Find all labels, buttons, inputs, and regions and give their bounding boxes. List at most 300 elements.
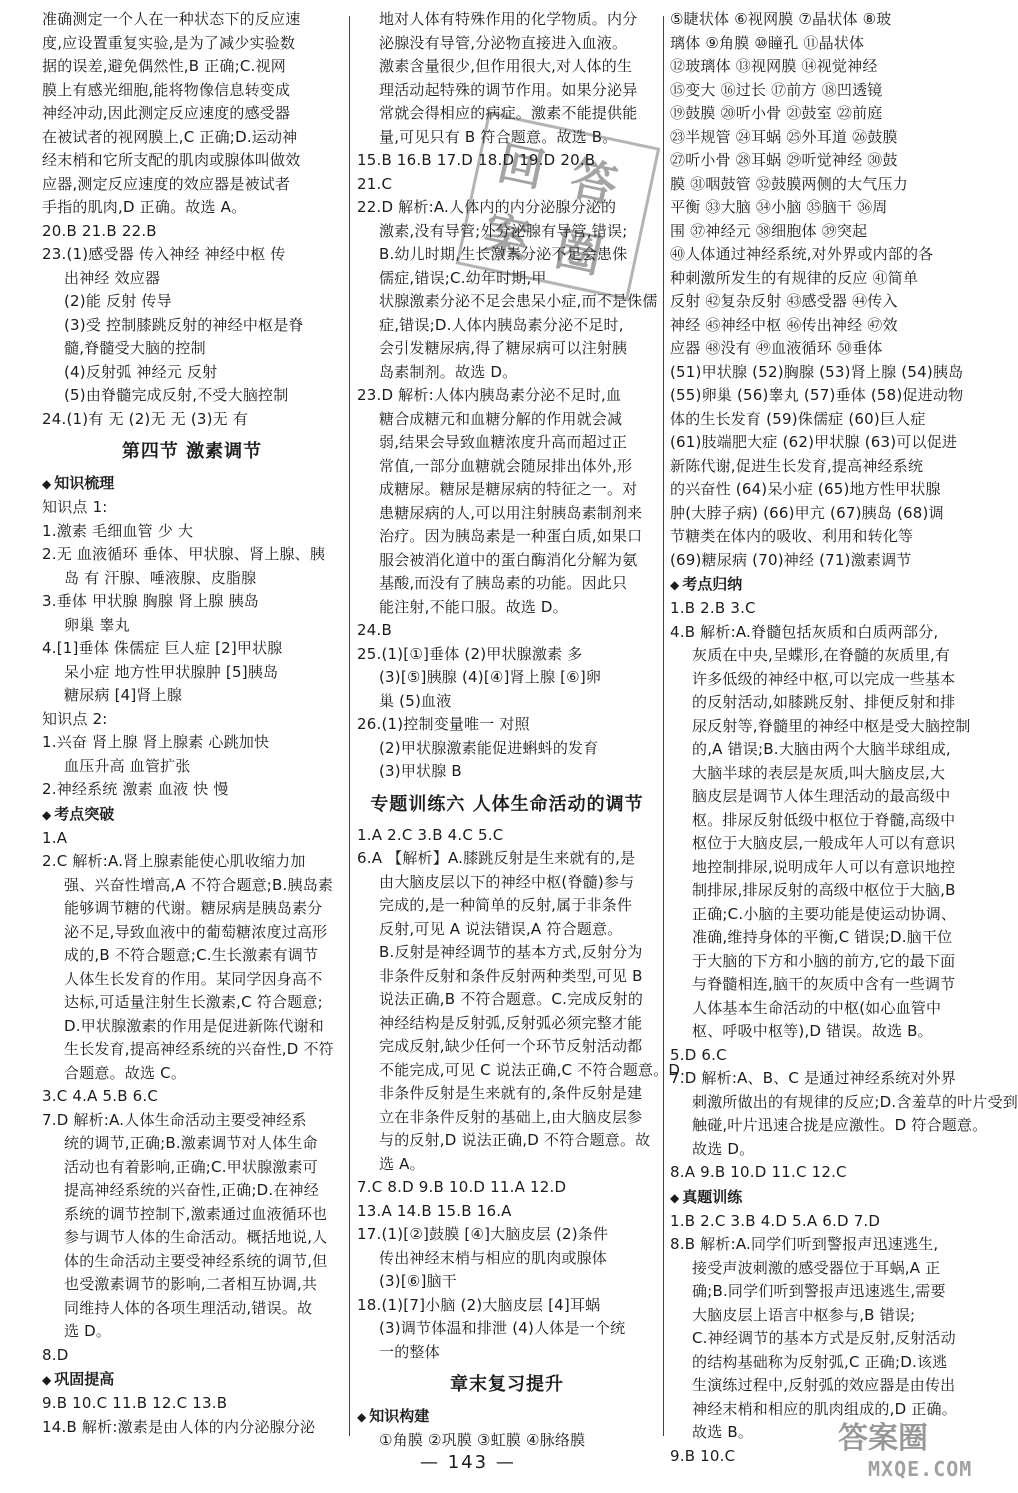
line-text: 卵巢 睾丸 xyxy=(64,615,130,634)
line-text: 系统的调节控制下,激素通过血液循环也 xyxy=(64,1204,328,1223)
line-text: (55)卵巢 (56)睾丸 (57)垂体 (58)促进动物 xyxy=(670,386,964,404)
text-line xyxy=(42,1226,342,1250)
text-line xyxy=(42,361,342,385)
line-text: 地对人体有特殊作用的化学物质。内分 xyxy=(379,10,638,28)
line-text: 故选 D。 xyxy=(692,1139,755,1158)
text-line xyxy=(670,431,970,455)
subsection-heading xyxy=(670,1185,970,1210)
line-text: 专题训练六 人体生命活动的调节 xyxy=(370,793,644,815)
text-line xyxy=(357,478,657,502)
text-line xyxy=(42,1132,342,1156)
text-line xyxy=(357,760,657,784)
text-line xyxy=(42,1038,342,1062)
line-text: 度,应设置重复实验,是为了减少实验数 xyxy=(42,33,296,52)
stamp-char: 回 xyxy=(493,135,550,198)
text-line xyxy=(357,1317,657,1341)
text-line xyxy=(42,1015,342,1039)
line-text: 神经 ㊺神经中枢 ㊻传出神经 ㊼效 xyxy=(670,315,898,334)
line-text: 17.(1)[②]鼓膜 [④]大脑皮层 (2)条件 xyxy=(357,1225,609,1243)
text-line xyxy=(357,871,657,895)
text-line xyxy=(670,691,970,715)
line-text: 膜 ㉛咽鼓管 ㉜鼓膜两侧的大气压力 xyxy=(670,174,908,193)
line-text: 20.B 21.B 22.B xyxy=(42,221,157,240)
text-line xyxy=(42,384,342,408)
line-text: 与脊髓相连,脑干的灰质中含有一些调节 xyxy=(692,975,956,993)
text-line xyxy=(670,1138,970,1162)
line-text: 反射 ㊷复杂反射 ㊸感受器 ㊹传入 xyxy=(670,292,898,310)
line-text: 13.A 14.B 15.B 16.A xyxy=(357,1201,512,1220)
text-line xyxy=(670,1374,970,1398)
line-text: 统的调节,正确;B.激素调节对人体生命 xyxy=(64,1134,318,1152)
text-line xyxy=(42,267,342,291)
line-text: 的结构基础称为反射弧,C 正确;D.该逃 xyxy=(692,1352,948,1371)
line-text: 真题训练 xyxy=(682,1187,743,1206)
text-line xyxy=(670,314,970,338)
line-text: 神经结构是反射弧,反射弧必须完整才能 xyxy=(379,1013,643,1032)
text-line xyxy=(42,874,342,898)
text-line xyxy=(42,827,342,851)
text-line xyxy=(357,1247,657,1271)
line-text: 枢、呼吸中枢等),D 错误。故选 B。 xyxy=(692,1022,933,1040)
text-line xyxy=(670,102,970,126)
subsection-heading xyxy=(42,471,342,496)
text-line xyxy=(670,644,970,668)
line-text: 完成的,是一种简单的反射,属于非条件 xyxy=(379,896,633,914)
line-text: 考点归纳 xyxy=(682,575,743,593)
line-text: 活动也有着影响,正确;C.甲状腺激素可 xyxy=(64,1157,318,1176)
line-text: ㉗听小骨 ㉘耳蜗 ㉙听觉神经 ㉚鼓 xyxy=(670,151,898,169)
line-text: 1.B 2.C 3.B 4.D 5.A 6.D 7.D xyxy=(670,1211,881,1230)
line-text: ⑤睫状体 ⑥视网膜 ⑦晶状体 ⑧玻 xyxy=(670,10,892,28)
line-text: 1.B 2.B 3.C xyxy=(670,599,756,617)
line-text: 9.B 10.C 11.B 12.C 13.B xyxy=(42,1394,228,1412)
line-text: 激素,没有导管;外分泌腺有导管,错误; xyxy=(379,221,628,240)
line-text: (3)受 控制膝跳反射的神经中枢是脊 xyxy=(64,315,304,334)
text-line xyxy=(357,1129,657,1153)
watermark-logo xyxy=(838,1413,988,1491)
text-line xyxy=(42,126,342,150)
line-text: C.神经调节的基本方式是反射,反射活动 xyxy=(692,1329,956,1347)
text-line xyxy=(670,1280,970,1304)
line-text: 在被试者的视网膜上,C 正确;D.运动神 xyxy=(42,127,298,146)
text-line xyxy=(670,8,970,32)
line-text: 常就会得相应的病症。激素不能提供能 xyxy=(379,104,638,122)
line-text: 正确;C.小脑的主要功能是使运动协调、 xyxy=(692,904,957,923)
line-text: 巩固提高 xyxy=(54,1370,115,1388)
text-line xyxy=(670,1327,970,1351)
line-text: 呆小症 地方性甲状腺肿 [5]胰岛 xyxy=(64,662,279,681)
line-text: 服会被消化道中的蛋白酶消化分解为氨 xyxy=(379,550,638,569)
line-text: 参与调节人体的生命活动。概括地说,人 xyxy=(64,1228,328,1246)
line-text: 23.D 解析:人体内胰岛素分泌不足时,血 xyxy=(357,386,622,404)
text-line xyxy=(42,778,342,802)
line-text: 考点突破 xyxy=(54,804,115,823)
text-line xyxy=(670,809,970,833)
text-line xyxy=(357,1341,657,1365)
text-line xyxy=(357,1176,657,1200)
text-line xyxy=(357,337,657,361)
text-line xyxy=(670,126,970,150)
text-line xyxy=(42,243,342,267)
text-line xyxy=(670,973,970,997)
line-text: 提高神经系统的兴奋性,正确;D.在神经 xyxy=(64,1181,319,1199)
line-text: 确;B.同学们听到警报声迅速逃生,需要 xyxy=(692,1282,946,1300)
text-line xyxy=(670,879,970,903)
line-text: 5.D 6.C xyxy=(670,1045,727,1064)
line-text: 血压升高 血管扩张 xyxy=(64,756,191,775)
text-line xyxy=(357,502,657,526)
text-line xyxy=(42,614,342,638)
line-text: 能够调节糖的代谢。糖尿病是胰岛素分 xyxy=(64,899,323,917)
text-line xyxy=(670,832,970,856)
line-text: 完成反射,缺少任何一个环节反射活动都 xyxy=(379,1037,643,1055)
line-text: 岛素制剂。故选 D。 xyxy=(379,362,518,381)
section-heading xyxy=(357,1368,657,1402)
text-line xyxy=(670,1351,970,1375)
line-text: 知识构建 xyxy=(369,1407,430,1425)
text-line xyxy=(357,79,657,103)
line-text: 的反射活动,如膝跳反射、排便反射和排 xyxy=(692,693,956,711)
text-line xyxy=(670,149,970,173)
line-text: 枢。排尿反射低级中枢位于脊髓,高级中 xyxy=(692,810,956,829)
text-line xyxy=(357,1012,657,1036)
text-line xyxy=(670,738,970,762)
line-text: 传出神经末梢与相应的肌肉或腺体 xyxy=(379,1248,608,1267)
line-text: 合题意。故选 C。 xyxy=(64,1063,187,1082)
page-number-value: 143 xyxy=(447,1452,489,1473)
line-text: 地控制排尿,说明成年人可以有意识地控 xyxy=(692,857,956,876)
line-text: 3.C 4.A 5.B 6.C xyxy=(42,1087,159,1105)
line-text: 人体生长发育的作用。某同学因身高不 xyxy=(64,969,323,988)
text-line xyxy=(42,102,342,126)
line-text: (3)[⑥]脑干 xyxy=(379,1272,457,1290)
line-text: 于大脑的下方和小脑的前方,它的最下面 xyxy=(692,951,956,970)
text-line xyxy=(670,55,970,79)
text-line xyxy=(670,1304,970,1328)
line-text: 状腺激素分泌不足会患呆小症,而不是侏儒 xyxy=(379,292,658,310)
line-text: 反射,可见 A 说法错误,A 符合题意。 xyxy=(379,919,623,938)
text-line xyxy=(42,968,342,992)
line-text: 18.(1)[7]小脑 (2)大脑皮层 [4]耳蜗 xyxy=(357,1295,601,1314)
text-line xyxy=(42,921,342,945)
line-text: 生长发育,提高神经系统的兴奋性,D 不符 xyxy=(64,1040,334,1058)
line-text: 4.B 解析:A.脊髓包括灰质和白质两部分, xyxy=(670,622,939,641)
text-line xyxy=(670,196,970,220)
subsection-heading xyxy=(42,1367,342,1392)
line-text: 巢 (5)血液 xyxy=(379,691,452,710)
line-text: 出神经 效应器 xyxy=(64,268,161,287)
line-text: D.甲状腺激素的作用是促进新陈代谢和 xyxy=(64,1016,324,1035)
text-line xyxy=(670,290,970,314)
line-text: 1.A xyxy=(42,828,68,847)
text-line xyxy=(357,1035,657,1059)
line-text: 据的误差,避免偶然性,B 正确;C.视网 xyxy=(42,57,286,75)
text-line xyxy=(670,1091,1018,1115)
line-text: 尿反射等,脊髓里的神经中枢是受大脑控制 xyxy=(692,716,971,735)
column-divider xyxy=(349,16,350,1436)
text-line xyxy=(357,549,657,573)
text-line xyxy=(357,1106,657,1130)
line-text: 非条件反射和条件反射两种类型,可见 B xyxy=(379,966,643,985)
line-text: (3)调节体温和排泄 (4)人体是一个统 xyxy=(379,1319,626,1337)
column-left xyxy=(42,8,342,1438)
text-line xyxy=(42,220,342,244)
line-text: 泌不足,导致血液中的葡萄糖浓度过高形 xyxy=(64,922,328,941)
text-line xyxy=(42,1062,342,1086)
line-text: 刺激所做出的有规律的反应;D.含羞草的叶片受到 xyxy=(692,1092,1018,1111)
text-line xyxy=(670,502,970,526)
section-heading xyxy=(357,788,657,822)
text-line xyxy=(357,894,657,918)
line-text: 由大脑皮层以下的神经中枢(脊髓)参与 xyxy=(379,872,635,891)
text-line xyxy=(670,549,970,573)
line-text: 经末梢和它所支配的肌肉或腺体叫做效 xyxy=(42,151,301,169)
line-text: 能注射,不能口服。故选 D。 xyxy=(379,597,568,616)
text-line xyxy=(42,1344,342,1368)
line-text: 会引发糖尿病,得了糖尿病可以注射胰 xyxy=(379,339,628,357)
text-line xyxy=(670,1210,970,1234)
line-text: 22.D 解析:A.人体内的内分泌腺分泌的 xyxy=(357,198,617,216)
text-line xyxy=(42,731,342,755)
line-text: 人体基本生命活动的中枢(如心血管中 xyxy=(692,998,942,1017)
text-line xyxy=(670,1161,970,1185)
text-line xyxy=(42,314,342,338)
line-text: 触碰,叶片迅速合拢是应激性。D 符合题意。 xyxy=(692,1116,988,1134)
diamond-icon: ◆ xyxy=(670,1190,680,1205)
line-text: 8.D xyxy=(42,1345,69,1364)
text-line xyxy=(42,196,342,220)
subsection-heading xyxy=(357,1404,657,1429)
line-text: 髓,脊髓受大脑的控制 xyxy=(64,339,206,357)
diamond-icon: ◆ xyxy=(42,477,52,491)
line-text: 21.C xyxy=(357,174,393,193)
line-text: 量,可见只有 B 符合题意。故选 B。 xyxy=(379,127,618,146)
line-text: 接受声波刺激的感受器位于耳蜗,A 正 xyxy=(692,1258,941,1277)
text-line xyxy=(670,243,970,267)
line-text: 准确测定一个人在一种状态下的反应速 xyxy=(42,10,301,28)
text-line xyxy=(357,1294,657,1318)
text-line xyxy=(670,478,970,502)
text-line xyxy=(42,897,342,921)
line-text: 基酸,而没有了胰岛素的功能。因此只 xyxy=(379,574,628,592)
text-line xyxy=(670,762,970,786)
line-text: 3.垂体 甲状腺 胸腺 肾上腺 胰岛 xyxy=(42,592,259,610)
text-line xyxy=(670,597,970,621)
line-text: 成的,B 不符合题意;C.生长激素有调节 xyxy=(64,946,319,964)
text-line xyxy=(42,1250,342,1274)
text-line xyxy=(42,32,342,56)
line-text: 节糖类在体内的吸收、利用和转化等 xyxy=(670,527,914,545)
line-text: 与的反射,D 说法正确,D 不符合题意。故 xyxy=(379,1131,651,1149)
line-text: 应器,测定反应速度的效应器是被试者 xyxy=(42,174,291,193)
line-text: 神经末梢和相应的肌肉组成的,D 正确。 xyxy=(692,1399,957,1418)
line-text: 新陈代谢,促进生长发育,提高神经系统 xyxy=(670,456,924,475)
text-line xyxy=(357,32,657,56)
line-text: (4)反射弧 神经元 反射 xyxy=(64,362,218,381)
line-text: (61)肢端肥大症 (62)甲状腺 (63)可以促进 xyxy=(670,433,958,451)
text-line xyxy=(42,1156,342,1180)
line-text: 枢位于大脑皮层,一般成年人可以有意识 xyxy=(692,834,956,852)
text-line xyxy=(357,847,657,871)
line-text: 25.(1)[①]垂体 (2)甲状腺激素 多 xyxy=(357,644,583,663)
text-line xyxy=(357,408,657,432)
diamond-icon: ◆ xyxy=(670,578,680,592)
text-line xyxy=(670,32,970,56)
text-line xyxy=(42,1320,342,1344)
stamp-char: 答 xyxy=(565,150,622,214)
line-text: 弱,结果会导致血糖浓度升高而超过正 xyxy=(379,433,628,451)
line-text: 7.D 解析:A.人体生命活动主要受神经系 xyxy=(42,1110,307,1129)
line-text: 也受激素调节的影响,二者相互协调,共 xyxy=(64,1275,318,1293)
line-text: 非条件反射是生来就有的,条件反射是建 xyxy=(379,1084,643,1102)
text-line xyxy=(670,1257,970,1281)
line-text: 的,A 错误;B.大脑由两个大脑半球组成, xyxy=(692,740,951,758)
line-text: 9.B 10.C xyxy=(670,1446,736,1465)
line-text: 14.B 解析:激素是由人体的内分泌腺分泌 xyxy=(42,1417,316,1436)
line-text: 理活动起特殊的调节作用。如果分泌异 xyxy=(379,80,638,99)
text-line xyxy=(357,8,657,32)
text-line xyxy=(357,1059,686,1083)
line-text: ⑲鼓膜 ⑳听小骨 ㉑鼓室 ㉒前庭 xyxy=(670,104,883,122)
text-line xyxy=(357,666,657,690)
stamp-char: 案 xyxy=(478,205,535,269)
text-line xyxy=(670,997,970,1021)
text-line xyxy=(357,1223,657,1247)
line-text: 2.神经系统 激素 血液 快 慢 xyxy=(42,780,229,798)
line-text: 大脑半球的表层是灰质,叫大脑皮层,大 xyxy=(692,763,946,782)
text-line xyxy=(42,543,342,567)
text-line xyxy=(670,1020,970,1044)
line-text: 24.B xyxy=(357,621,392,639)
text-line xyxy=(42,1416,342,1440)
text-line xyxy=(670,267,970,291)
text-line xyxy=(42,991,342,1015)
line-text: 泌腺没有导管,分泌物直接进入血液。 xyxy=(379,33,628,52)
text-line xyxy=(42,850,342,874)
text-line xyxy=(42,1085,342,1109)
line-text: 应器 ㊽没有 ㊾血液循环 ㊿垂体 xyxy=(670,339,883,357)
text-line xyxy=(670,668,970,692)
text-line xyxy=(670,1114,988,1138)
line-text: 同维持人体的各项生理活动,错误。故 xyxy=(64,1298,313,1317)
text-line xyxy=(357,384,657,408)
line-text: 生演练过程中,反射弧的效应器是由传出 xyxy=(692,1376,956,1394)
subsection-heading xyxy=(42,802,342,827)
line-text: 儒症,错误;C.幼年时期,甲 xyxy=(379,268,547,287)
text-line xyxy=(42,173,342,197)
line-text: ㉓半规管 ㉔耳蜗 ㉕外耳道 ㉖鼓膜 xyxy=(670,127,898,146)
text-line xyxy=(42,661,342,685)
line-text: 2.C 解析:A.肾上腺素能使心肌收缩力加 xyxy=(42,852,306,870)
text-line xyxy=(670,785,970,809)
text-line xyxy=(42,520,342,544)
text-line xyxy=(42,290,342,314)
line-text: 患糖尿病的人,可以用注射胰岛素制剂来 xyxy=(379,503,643,522)
text-line xyxy=(42,684,342,708)
line-text: 选 D。 xyxy=(64,1322,112,1340)
text-line xyxy=(670,220,970,244)
line-text: 知识点 1: xyxy=(42,498,108,516)
text-line xyxy=(670,337,970,361)
text-line xyxy=(42,149,342,173)
text-line xyxy=(670,856,970,880)
subsection-heading xyxy=(670,572,970,597)
text-line xyxy=(670,408,970,432)
line-text: 平衡 ㉝大脑 ㉞小脑 ㉟脑干 ㊱周 xyxy=(670,198,888,216)
line-text: 的兴奋性 (64)呆小症 (65)地方性甲状腺 xyxy=(670,480,941,498)
line-text: 8.B 解析:A.同学们听到警报声迅速逃生, xyxy=(670,1235,939,1253)
line-text: (2)甲状腺激素能促进蝌蚪的发育 xyxy=(379,738,599,757)
line-text: 肿(大脖子病) (66)甲亢 (67)胰岛 (68)调 xyxy=(670,503,944,522)
line-text: ⑮变大 ⑯过长 ⑰前方 ⑱凹透镜 xyxy=(670,80,883,99)
line-text: 达标,可适量注射生长激素,C 符合题意; xyxy=(64,993,323,1011)
text-line xyxy=(357,596,657,620)
diamond-icon: ◆ xyxy=(42,807,52,822)
text-line xyxy=(357,1153,657,1177)
text-line xyxy=(357,1082,657,1106)
line-text: 脑皮层是调节人体生理活动的最高级中 xyxy=(692,787,951,805)
text-line xyxy=(357,713,657,737)
text-line xyxy=(357,1270,657,1294)
text-line xyxy=(670,173,970,197)
text-line xyxy=(670,361,970,385)
line-text: 选 A。 xyxy=(379,1154,425,1173)
line-text: 围 ㊲神经元 ㊳细胞体 ㊴突起 xyxy=(670,221,868,240)
text-line xyxy=(42,337,342,361)
line-text: B.反射是神经调节的基本方式,反射分为 xyxy=(379,943,643,961)
watermark-url: MXQE.COM xyxy=(868,1457,973,1481)
line-text: (3)甲状腺 B xyxy=(379,762,462,780)
text-line xyxy=(357,525,657,549)
text-line xyxy=(42,408,342,432)
line-text: 制排尿,排尿反射的高级中枢位于大脑,B xyxy=(692,881,956,899)
line-text: (3)[⑤]胰腺 (4)[④]肾上腺 [⑥]卵 xyxy=(379,668,602,686)
text-line xyxy=(357,965,657,989)
text-line xyxy=(670,455,970,479)
line-text: 症,错误;D.人体内胰岛素分泌不足时, xyxy=(379,315,624,334)
text-line xyxy=(357,361,657,385)
text-line xyxy=(42,496,342,520)
text-line xyxy=(357,737,657,761)
line-text: 章末复习提升 xyxy=(450,1374,564,1395)
text-line xyxy=(42,708,342,732)
line-text: 治疗。因为胰岛素是一种蛋白质,如果口 xyxy=(379,527,643,545)
text-line xyxy=(42,944,342,968)
text-line xyxy=(357,55,657,79)
line-text: 糖尿病 [4]肾上腺 xyxy=(64,686,183,704)
text-line xyxy=(357,643,657,667)
line-text: 7.D 解析:A、B、C 是通过神经系统对外界 xyxy=(670,1069,957,1087)
line-text: 神经冲动,因此测定反应速度的感受器 xyxy=(42,104,291,122)
line-text: 知识梳理 xyxy=(54,474,115,492)
text-line xyxy=(670,1044,970,1068)
line-text: (51)甲状腺 (52)胸腺 (53)肾上腺 (54)胰岛 xyxy=(670,362,964,381)
line-text: 体的生命活动主要受神经系统的调节,但 xyxy=(64,1251,328,1270)
line-text: 许多低级的神经中枢,可以完成一些基本 xyxy=(692,669,956,688)
text-line xyxy=(670,903,970,927)
text-line xyxy=(357,431,657,455)
line-text: 一的整体 xyxy=(379,1342,440,1361)
text-line xyxy=(42,8,342,32)
line-text: 7.C 8.D 9.B 10.D 11.A 12.D xyxy=(357,1178,567,1196)
section-heading xyxy=(42,435,342,469)
text-line xyxy=(670,621,970,645)
line-text: 膜上有感光细胞,能将物像信息转变成 xyxy=(42,80,291,99)
line-text: ⑫玻璃体 ⑬视网膜 ⑭视觉神经 xyxy=(670,57,878,75)
text-line xyxy=(357,988,657,1012)
line-text: 知识点 2: xyxy=(42,709,108,728)
text-line xyxy=(42,79,342,103)
